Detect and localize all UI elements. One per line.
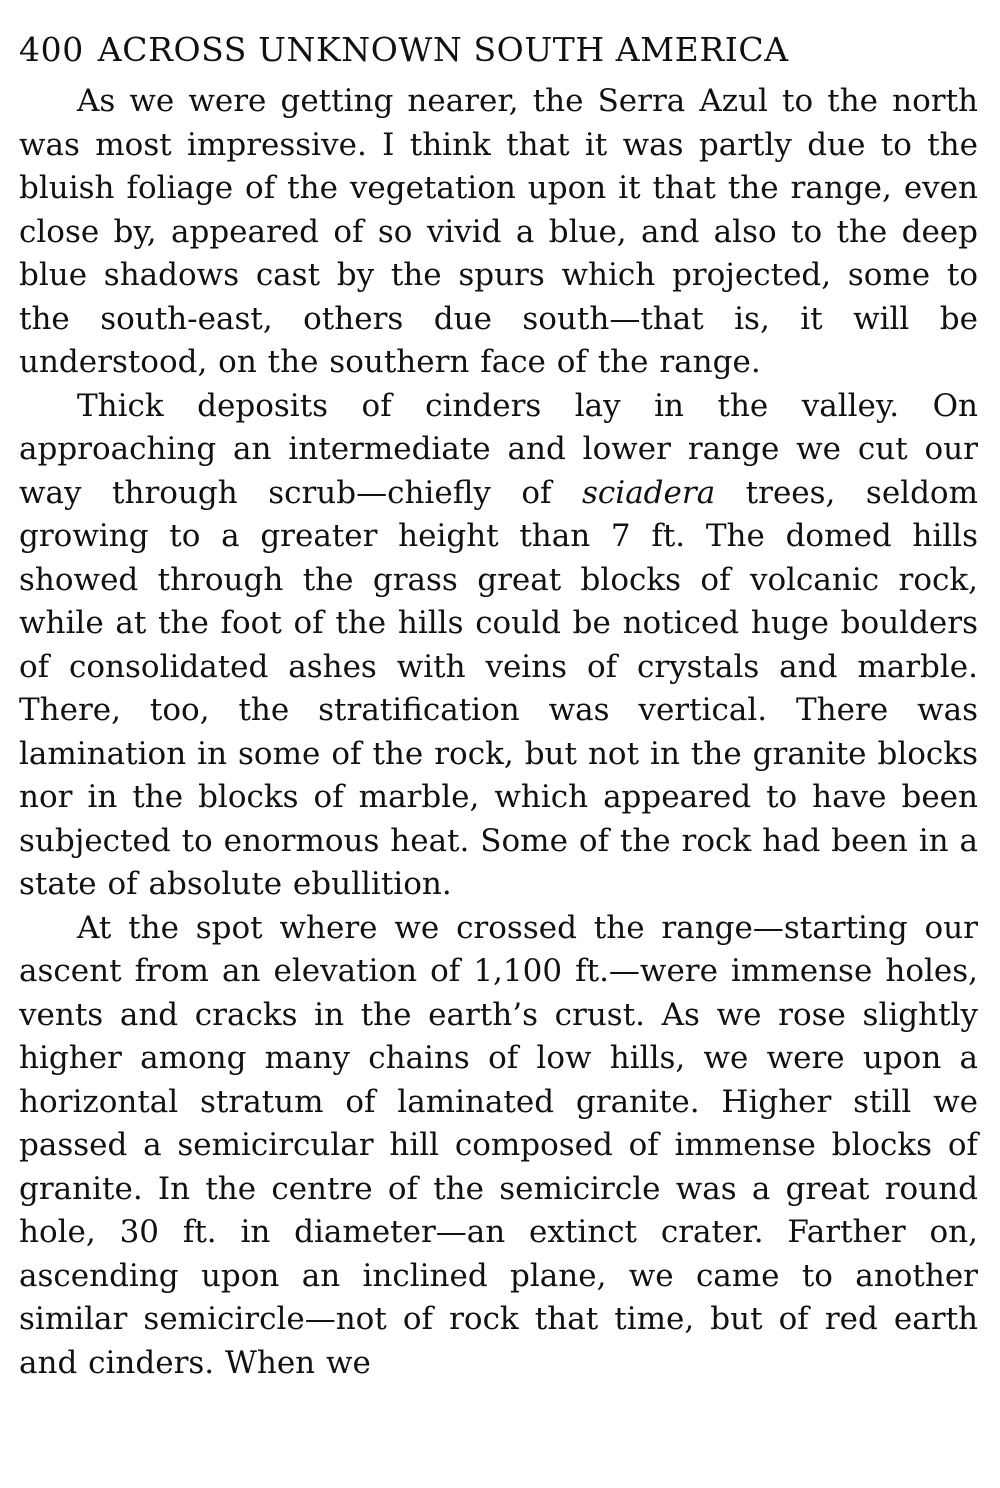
paragraph-serra-azul [19, 80, 978, 385]
paragraph-crater [19, 907, 978, 1386]
paragraph-text: As we were getting nearer, the Serra Azul to the north was most impressive. I think that it was partly due to the bluish foliage of the vegetation upon it that the range, even close by, appeared of so vivid a blue, and also to the deep blue shadows cast by the spurs which projected, some to the south-east, others due south—that is, it will be understood, on the southern face of the range. [19, 83, 978, 380]
italic-species-name: sciadera [582, 474, 716, 511]
paragraph-text: trees, seldom growing to a greater height than 7 ft. The domed hills showed through the grass great blocks of volcanic rock, while at the foot of the hills could be noticed huge boulders of consolidated ashes with veins of crystals and marble. There, too, the stratification was vertical. There was lamination in some of the rock, but not in the granite blocks nor in the blocks of marble, which appeared to have been subjected to enormous heat. Some of the rock had been in a state of absolute ebullition. [19, 474, 978, 902]
page-header [19, 28, 978, 72]
paragraph-text: At the spot where we crossed the range—starting our ascent from an elevation of 1,100 ft.—were immense holes, vents and cracks in the earth’s crust. As we rose slightly higher among many chains of low hills, we were upon a horizontal stratum of laminated granite. Higher still we passed a semicircular hill composed of immense blocks of granite. In the centre of the semicircle was a great round hole, 30 ft. in diameter—an extinct crater. Farther on, ascending upon an inclined plane, we came to another similar semicircle—not of rock that time, but of red earth and cinders. When we [19, 909, 978, 1381]
page-number: 400 [19, 30, 84, 69]
paragraph-cinders [19, 385, 978, 907]
paragraph-text: Thick deposits of cinders lay in the valley. On approaching an intermediate and lower range we cut our way through scrub—chiefly of [19, 387, 978, 511]
running-title: ACROSS UNKNOWN SOUTH AMERICA [97, 30, 789, 69]
